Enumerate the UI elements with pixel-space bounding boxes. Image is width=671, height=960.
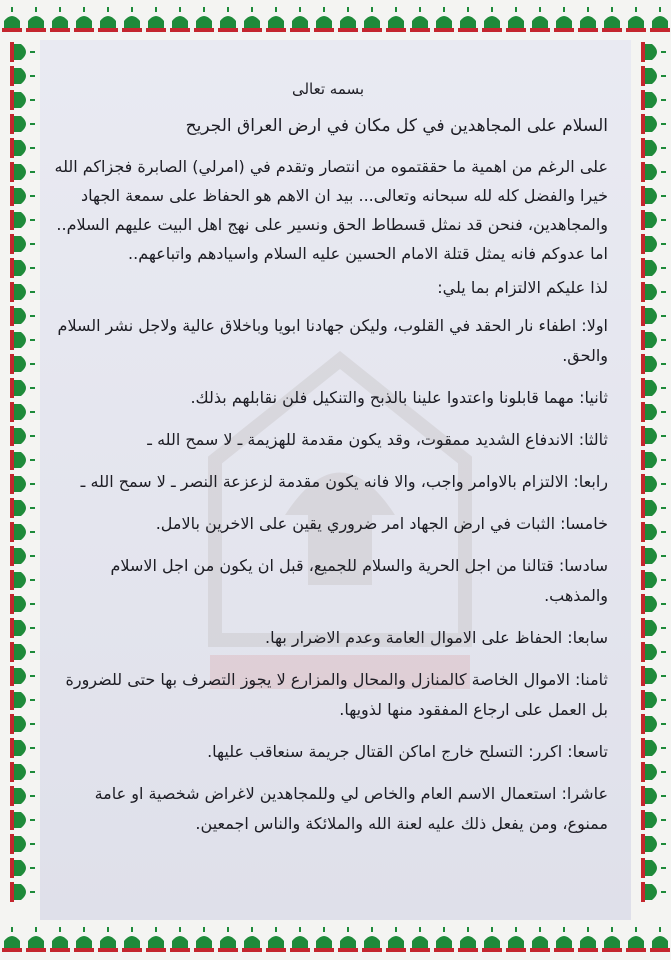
mosque-dome-icon (170, 927, 190, 952)
mosque-dome-icon (554, 927, 574, 952)
mosque-dome-icon (641, 450, 666, 470)
mosque-dome-icon (641, 762, 666, 782)
mosque-dome-icon (506, 927, 526, 952)
mosque-dome-icon (10, 498, 35, 518)
decorative-border-left (0, 0, 40, 960)
mosque-dome-icon (338, 7, 358, 32)
mosque-dome-icon (290, 927, 310, 952)
mosque-dome-icon (74, 7, 94, 32)
mosque-dome-icon (641, 666, 666, 686)
mosque-dome-icon (641, 522, 666, 542)
point-9: تاسعا: اكرر: التسلح خارج اماكن القتال جريمة سنعاقب عليها. (207, 742, 608, 761)
mosque-dome-icon (10, 474, 35, 494)
mosque-dome-icon (10, 234, 35, 254)
mosque-dome-icon (641, 690, 666, 710)
mosque-dome-icon (641, 882, 666, 902)
mosque-dome-icon (641, 162, 666, 182)
mosque-dome-icon (602, 927, 622, 952)
mosque-dome-icon (10, 594, 35, 614)
mosque-dome-icon (641, 90, 666, 110)
mosque-dome-icon (242, 7, 262, 32)
mosque-dome-icon (146, 7, 166, 32)
mosque-dome-icon (10, 738, 35, 758)
mosque-dome-icon (10, 114, 35, 134)
mosque-dome-icon (641, 738, 666, 758)
mosque-dome-icon (641, 330, 666, 350)
mosque-dome-icon (10, 618, 35, 638)
mosque-dome-icon (641, 306, 666, 326)
mosque-dome-icon (641, 138, 666, 158)
mosque-dome-icon (641, 42, 666, 62)
mosque-dome-icon (641, 258, 666, 278)
mosque-dome-icon (10, 522, 35, 542)
mosque-dome-icon (458, 7, 478, 32)
mosque-dome-icon (641, 474, 666, 494)
mosque-dome-icon (362, 7, 382, 32)
basmala-heading: بسمه تعالى (291, 80, 365, 98)
mosque-dome-icon (10, 450, 35, 470)
mosque-dome-icon (10, 714, 35, 734)
mosque-dome-icon (10, 354, 35, 374)
mosque-dome-icon (641, 354, 666, 374)
mosque-dome-icon (641, 642, 666, 662)
point-7: سابعا: الحفاظ على الاموال العامة وعدم الاضرار بها. (265, 628, 608, 647)
mosque-dome-icon (641, 498, 666, 518)
mosque-dome-icon (482, 927, 502, 952)
mosque-dome-icon (434, 927, 454, 952)
mosque-dome-icon (218, 927, 238, 952)
mosque-dome-icon (10, 834, 35, 854)
mosque-dome-icon (482, 7, 502, 32)
mosque-dome-icon (98, 7, 118, 32)
mosque-dome-icon (10, 426, 35, 446)
mosque-dome-icon (10, 162, 35, 182)
mosque-dome-icon (578, 927, 598, 952)
mosque-dome-icon (641, 114, 666, 134)
mosque-dome-icon (146, 927, 166, 952)
mosque-dome-icon (314, 927, 334, 952)
point-2: ثانيا: مهما قابلونا واعتدوا علينا بالذبح والتنكيل فلن نقابلهم بذلك. (190, 388, 608, 407)
mosque-dome-icon (10, 66, 35, 86)
mosque-dome-icon (410, 927, 430, 952)
mosque-dome-icon (641, 186, 666, 206)
mosque-dome-icon (641, 618, 666, 638)
list-intro: لذا عليكم الالتزام بما يلي: (437, 278, 608, 297)
mosque-dome-icon (506, 7, 526, 32)
mosque-dome-icon (641, 858, 666, 878)
mosque-dome-icon (10, 378, 35, 398)
mosque-dome-icon (290, 7, 310, 32)
mosque-dome-icon (50, 7, 70, 32)
mosque-dome-icon (641, 546, 666, 566)
mosque-dome-icon (641, 834, 666, 854)
mosque-dome-icon (10, 546, 35, 566)
mosque-dome-icon (386, 927, 406, 952)
point-10: عاشرا: استعمال الاسم العام والخاص لي وللمجاهدين لاغراض شخصية او عامة ممنوع، ومن يفعل ذلك عليه لعنة الله والملائكة والناس اجمعين. (94, 784, 608, 833)
mosque-dome-icon (458, 927, 478, 952)
mosque-dome-icon (10, 570, 35, 590)
mosque-dome-icon (10, 330, 35, 350)
mosque-dome-icon (10, 858, 35, 878)
mosque-dome-icon (641, 786, 666, 806)
mosque-dome-icon (386, 7, 406, 32)
mosque-dome-icon (98, 927, 118, 952)
decorative-border-right (631, 0, 671, 960)
mosque-dome-icon (641, 234, 666, 254)
mosque-dome-icon (434, 7, 454, 32)
mosque-dome-icon (10, 282, 35, 302)
mosque-dome-icon (602, 7, 622, 32)
point-8: ثامنا: الاموال الخاصة كالمنازل والمحال والمزارع لا يجوز التصرف بها حتى للضرورة بل العمل على ارجاع المفقود منها لذويها. (65, 670, 608, 719)
mosque-dome-icon (641, 378, 666, 398)
mosque-dome-icon (10, 690, 35, 710)
mosque-dome-icon (10, 186, 35, 206)
mosque-dome-icon (10, 762, 35, 782)
point-1: اولا: اطفاء نار الحقد في القلوب، وليكن جهادنا ابويا وباخلاق عالية ولاجل نشر السلام والحق. (57, 316, 608, 365)
mosque-dome-icon (338, 927, 358, 952)
mosque-dome-icon (410, 7, 430, 32)
point-4: رابعا: الالتزام بالاوامر واجب، والا فانه يكون مقدمة لزعزعة النصر ـ لا سمح الله ـ (80, 472, 608, 491)
mosque-dome-icon (10, 882, 35, 902)
decorative-border-top (0, 0, 671, 40)
mosque-dome-icon (641, 594, 666, 614)
letter-body (48, 80, 608, 851)
mosque-dome-icon (242, 927, 262, 952)
mosque-dome-icon (170, 7, 190, 32)
mosque-dome-icon (266, 927, 286, 952)
mosque-dome-icon (122, 927, 142, 952)
mosque-dome-icon (10, 90, 35, 110)
point-3: ثالثا: الاندفاع الشديد ممقوت، وقد يكون مقدمة للهزيمة ـ لا سمح الله ـ (147, 430, 608, 449)
mosque-dome-icon (10, 210, 35, 230)
mosque-dome-icon (641, 714, 666, 734)
mosque-dome-icon (10, 810, 35, 830)
intro-paragraph: على الرغم من اهمية ما حققتموه من انتصار وتقدم في (امرلي) الصابرة فجزاكم الله خيرا والفضل كله لله سبحانه وتعالى... بيد ان الاهم هو الحفاظ على سمعة الجهاد والمجاهدين، فنحن قد نمثل قسطاط الحق ونسير على نهج اهل البيت عليهم السلام.. اما عدوكم فانه يمثل قتلة الامام الحسين عليه السلام واسيادهم واتباعهم.. (54, 157, 608, 263)
mosque-dome-icon (641, 210, 666, 230)
mosque-dome-icon (10, 666, 35, 686)
mosque-dome-icon (266, 7, 286, 32)
letter-paper (40, 40, 631, 920)
decorative-border-bottom (0, 920, 671, 960)
mosque-dome-icon (641, 570, 666, 590)
mosque-dome-icon (641, 66, 666, 86)
mosque-dome-icon (10, 786, 35, 806)
mosque-dome-icon (578, 7, 598, 32)
mosque-dome-icon (10, 42, 35, 62)
mosque-dome-icon (641, 810, 666, 830)
mosque-dome-icon (50, 927, 70, 952)
mosque-dome-icon (10, 642, 35, 662)
mosque-dome-icon (122, 7, 142, 32)
mosque-dome-icon (554, 7, 574, 32)
mosque-dome-icon (362, 927, 382, 952)
point-5: خامسا: الثبات في ارض الجهاد امر ضروري يقين على الاخرين بالامل. (155, 514, 608, 533)
letter-greeting: السلام على المجاهدين في كل مكان في ارض العراق الجريح (185, 116, 608, 136)
mosque-dome-icon (10, 306, 35, 326)
mosque-dome-icon (530, 7, 550, 32)
mosque-dome-icon (641, 426, 666, 446)
mosque-dome-icon (74, 927, 94, 952)
mosque-dome-icon (10, 138, 35, 158)
point-6: سادسا: قتالنا من اجل الحرية والسلام للجميع، قبل ان يكون من اجل الاسلام والمذهب. (110, 556, 608, 605)
mosque-dome-icon (314, 7, 334, 32)
mosque-dome-icon (641, 282, 666, 302)
mosque-dome-icon (194, 7, 214, 32)
mosque-dome-icon (218, 7, 238, 32)
mosque-dome-icon (10, 258, 35, 278)
mosque-dome-icon (194, 927, 214, 952)
mosque-dome-icon (10, 402, 35, 422)
mosque-dome-icon (641, 402, 666, 422)
mosque-dome-icon (530, 927, 550, 952)
